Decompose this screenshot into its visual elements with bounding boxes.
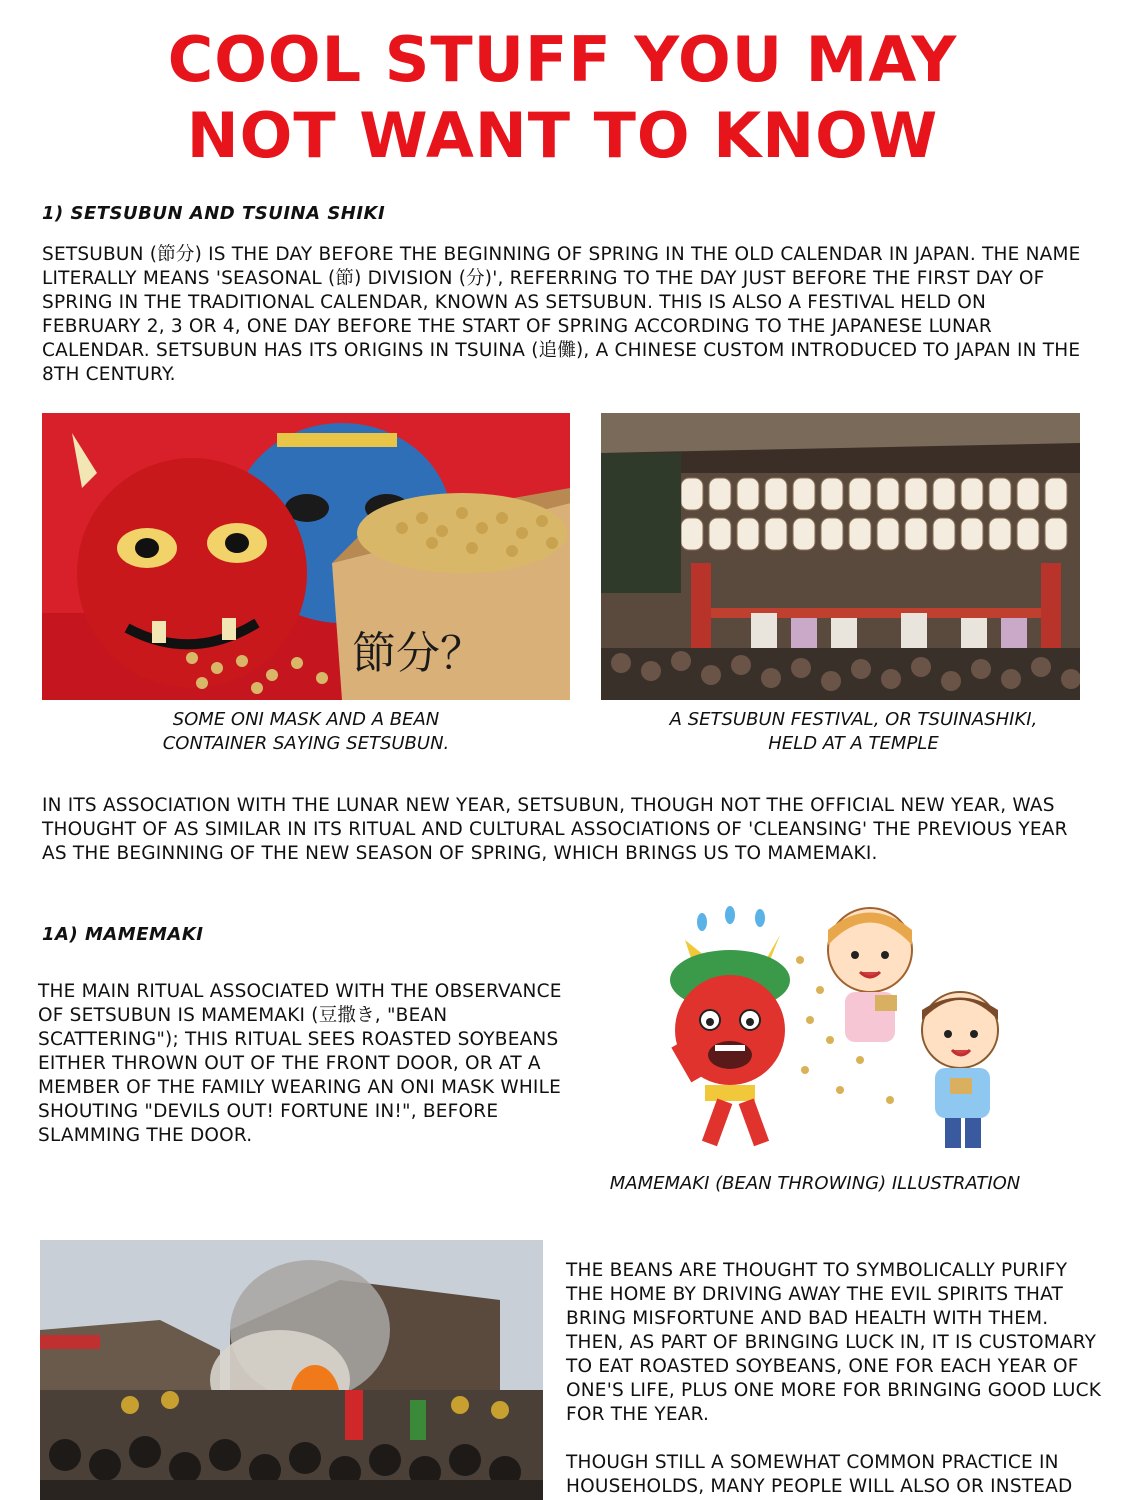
temple-festival-photo (601, 413, 1080, 700)
title-line-2: NOT WANT TO KNOW (186, 99, 939, 172)
image-1-caption-line-2: CONTAINER SAYING SETSUBUN. (162, 733, 450, 754)
section-1a-paragraph: THE MAIN RITUAL ASSOCIATED WITH THE OBSERVANCE OF SETSUBUN IS MAMEMAKI (豆撒き, "BEAN SCATTERING"); THIS RITUAL SEES ROASTED SOYBEANS EITHER THROWN OUT OF THE FRONT DOOR, OR AT A MEMBER OF THE FAMILY WEARING AN ONI MASK WHILE SHOUTING "DEVILS OUT! FORTUNE IN!", BEFORE SLAMMING THE DOOR. (38, 981, 562, 1146)
image-2-caption-line-2: HELD AT A TEMPLE (768, 733, 939, 754)
section-1-paragraph-2: IN ITS ASSOCIATION WITH THE LUNAR NEW YEAR, SETSUBUN, THOUGH NOT THE OFFICIAL NEW YEAR, WAS THOUGHT OF AS SIMILAR IN ITS RITUAL AND CULTURAL ASSOCIATIONS OF 'CLEANSING' THE PREVIOUS YEAR AS THE BEGINNING OF THE NEW SEASON OF SPRING, WHICH BRINGS US TO MAMEMAKI. (42, 795, 1068, 864)
section-1a-heading: 1A) MAMEMAKI (42, 924, 204, 945)
section-1-paragraph: SETSUBUN (節分) IS THE DAY BEFORE THE BEGINNING OF SPRING IN THE OLD CALENDAR IN JAPAN. THE NAME LITERALLY MEANS 'SEASONAL (節) DIVISION (分)', REFERRING TO THE DAY JUST BEFORE THE FIRST DAY OF SPRING IN THE TRADITIONAL CALENDAR, KNOWN AS SETSUBUN. THIS IS ALSO A FESTIVAL HELD ON FEBRUARY 2, 3 OR 4, ONE DAY BEFORE THE START OF SPRING ACCORDING TO THE JAPANESE LUNAR CALENDAR. SETSUBUN HAS ITS ORIGINS IN TSUINA (追儺), A CHINESE CUSTOM INTRODUCED TO JAPAN IN THE 8TH CENTURY. (42, 244, 1081, 385)
mamemaki-illustration-caption: MAMEMAKI (BEAN THROWING) ILLUSTRATION (609, 1173, 1021, 1194)
bean-box-label: 節分？ (352, 628, 484, 679)
image-2-caption-line-1: A SETSUBUN FESTIVAL, OR TSUINASHIKI, (669, 709, 1038, 730)
section-1a-paragraph-3: THOUGH STILL A SOMEWHAT COMMON PRACTICE IN HOUSEHOLDS, MANY PEOPLE WILL ALSO OR INSTEAD (566, 1452, 1073, 1497)
mamemaki-illustration (660, 900, 1030, 1160)
page-title (0, 22, 1125, 174)
image-2-caption (601, 708, 1106, 756)
oni-mask-bean-photo (42, 413, 570, 700)
section-1a-paragraph-2: THE BEANS ARE THOUGHT TO SYMBOLICALLY PURIFY THE HOME BY DRIVING AWAY THE EVIL SPIRITS THAT BRING MISFORTUNE AND BAD HEALTH WITH THEM. THEN, AS PART OF BRINGING LUCK IN, IT IS CUSTOMARY TO EAT ROASTED SOYBEANS, ONE FOR EACH YEAR OF ONE'S LIFE, PLUS ONE MORE FOR BRINGING GOOD LUCK FOR THE YEAR. (566, 1260, 1102, 1425)
image-1-caption-line-1: SOME ONI MASK AND A BEAN (172, 709, 440, 730)
title-line-1: COOL STUFF YOU MAY (167, 23, 958, 96)
image-1-caption (42, 708, 570, 756)
fire-ritual-photo (40, 1240, 543, 1500)
section-1-heading: 1) SETSUBUN AND TSUINA SHIKI (42, 203, 386, 224)
